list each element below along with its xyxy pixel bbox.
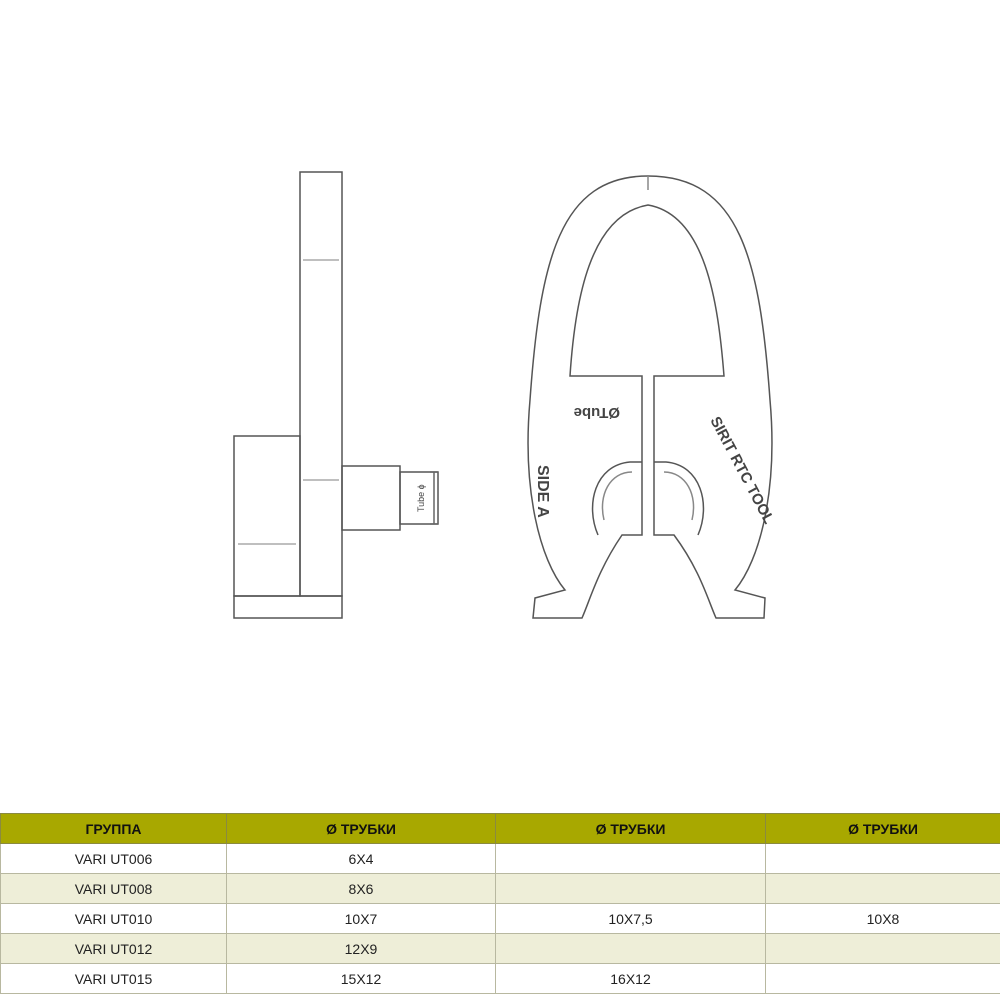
table-cell [496, 844, 766, 874]
front-view [528, 176, 772, 618]
dimension-label: Tube ϕ [416, 484, 426, 512]
table-cell [766, 934, 1000, 964]
table-row [1, 904, 1000, 934]
header-tube-diameter-1: Ø ТРУБКИ [227, 814, 496, 844]
side-view-knob [234, 436, 300, 596]
table-cell: 15X12 [227, 964, 496, 994]
table-cell [496, 874, 766, 904]
table-cell: 6X4 [227, 844, 496, 874]
side-view-pin [342, 466, 400, 530]
table-cell: 10X7,5 [496, 904, 766, 934]
table-cell [766, 964, 1000, 994]
table-cell: 10X8 [766, 904, 1000, 934]
tool-outline [528, 176, 772, 618]
table-cell: 10X7 [227, 904, 496, 934]
table-header-row [1, 814, 1000, 844]
tube-size-table [0, 813, 1000, 994]
side-view [234, 172, 438, 618]
header-group: ГРУППА [1, 814, 227, 844]
side-view-base [234, 596, 342, 618]
side-label: SIDE A [534, 465, 551, 518]
table-cell: VARI UT012 [1, 934, 227, 964]
table-cell: VARI UT010 [1, 904, 227, 934]
table-cell [766, 874, 1000, 904]
table-cell: VARI UT006 [1, 844, 227, 874]
table-cell: VARI UT015 [1, 964, 227, 994]
tool-label: SIRIT RTC TOOL [706, 413, 778, 527]
table-row [1, 874, 1000, 904]
tube-label: ØTube [573, 404, 620, 421]
header-tube-diameter-3: Ø ТРУБКИ [766, 814, 1000, 844]
table-row [1, 934, 1000, 964]
table-row [1, 964, 1000, 994]
table-cell: VARI UT008 [1, 874, 227, 904]
table-cell: 12X9 [227, 934, 496, 964]
table-row [1, 844, 1000, 874]
tube-slot [593, 462, 704, 535]
table-cell: 8X6 [227, 874, 496, 904]
side-view-plate [300, 172, 342, 596]
table-cell [496, 934, 766, 964]
table-cell: 16X12 [496, 964, 766, 994]
table-cell [766, 844, 1000, 874]
header-tube-diameter-2: Ø ТРУБКИ [496, 814, 766, 844]
